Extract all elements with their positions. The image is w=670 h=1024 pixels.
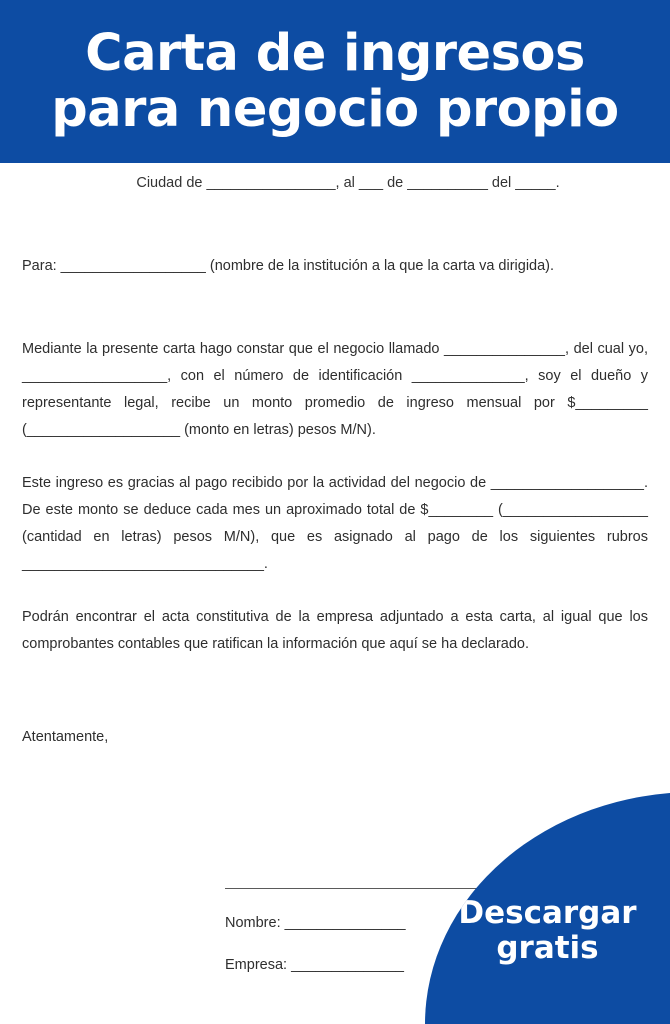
title-banner [0, 0, 670, 163]
paragraph-attachments: Podrán encontrar el acta constitutiva de la empresa adjuntado a esta carta, al igual que los comprobantes contables que ratifican la información que aquí se ha declarado. [22, 609, 648, 652]
signature-company-field: Empresa: ______________ [225, 957, 404, 973]
paragraph-income-statement: Mediante la presente carta hago constar que el negocio llamado _______________, del cual yo, __________________, con el número de identificación ______________, soy el dueño y representante legal, recibe un monto promedio de ingreso mensual por $_________ (___________________ (monto en letras) pesos M/N). [22, 341, 648, 438]
download-badge-text [425, 896, 670, 965]
closing-salutation: Atentamente, [22, 729, 109, 745]
download-badge-line-1: Descargar [458, 895, 637, 931]
signature-name-field: Nombre: _______________ [225, 915, 406, 931]
download-badge-line-2: gratis [496, 929, 599, 966]
date-line: Ciudad de ________________, al ___ de __________ del _____. [136, 175, 560, 191]
banner-title-line-1: Carta de ingresos [85, 23, 585, 83]
paragraph-deductions: Este ingreso es gracias al pago recibido por la actividad del negocio de ___________________. De este monto se deduce cada mes un aproximado total de $________ (__________________ (cantidad en letras) pesos M/N), que es asignado al pago de los siguientes rubros ______________________________. [22, 475, 648, 572]
banner-title-line-2: para negocio propio [51, 79, 619, 139]
recipient-line: Para: __________________ (nombre de la institución a la que la carta va dirigida). [22, 258, 555, 274]
